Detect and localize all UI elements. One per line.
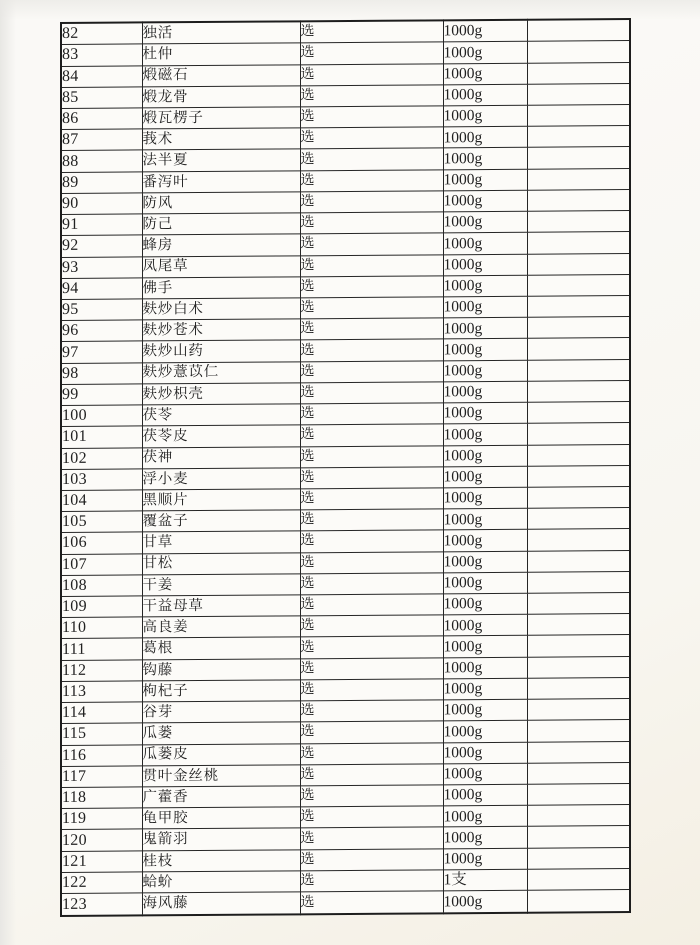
row-number-cell: 119 <box>61 808 142 830</box>
row-number-cell: 92 <box>61 235 142 257</box>
row-number-cell: 83 <box>61 44 142 66</box>
row-number-cell: 121 <box>61 851 142 873</box>
quantity-cell: 1000g <box>443 827 527 849</box>
medicine-name-cell: 法半夏 <box>142 149 300 171</box>
grade-cell: 选 <box>300 127 443 149</box>
medicine-name-cell: 瓜蒌 <box>142 722 300 744</box>
medicine-name-cell: 黑顺片 <box>142 489 300 511</box>
quantity-cell: 1000g <box>443 42 527 64</box>
row-number-cell: 96 <box>61 320 142 342</box>
medicine-name-cell: 海风藤 <box>142 892 300 916</box>
medicine-name-cell: 莪术 <box>142 128 300 150</box>
quantity-cell: 1000g <box>443 678 527 700</box>
row-number-cell: 113 <box>61 681 142 703</box>
row-number-cell: 88 <box>61 150 142 172</box>
medicine-name-cell: 浮小麦 <box>142 468 300 490</box>
medicine-name-cell: 广藿香 <box>142 786 300 808</box>
note-cell <box>527 295 630 317</box>
quantity-cell: 1000g <box>443 721 527 743</box>
quantity-cell: 1000g <box>443 211 527 233</box>
row-number-cell: 105 <box>61 511 142 533</box>
note-cell <box>527 784 630 806</box>
grade-cell: 选 <box>300 403 443 425</box>
row-number-cell: 108 <box>61 575 142 597</box>
quantity-cell: 1000g <box>443 148 527 170</box>
grade-cell: 选 <box>300 551 443 573</box>
row-number-cell: 110 <box>61 617 142 639</box>
grade-cell: 选 <box>300 870 443 892</box>
medicine-name-cell: 桂枝 <box>142 849 300 871</box>
grade-cell: 选 <box>300 169 443 191</box>
note-cell <box>527 83 630 105</box>
grade-cell: 选 <box>300 785 443 807</box>
medicine-name-cell: 枸杞子 <box>142 680 300 702</box>
medicine-name-cell: 茯神 <box>142 446 300 468</box>
medicine-table-region <box>60 18 631 917</box>
grade-cell: 选 <box>300 742 443 764</box>
grade-cell: 选 <box>300 467 443 489</box>
medicine-name-cell: 麸炒枳壳 <box>142 383 300 405</box>
note-cell <box>527 317 630 339</box>
note-cell <box>527 699 630 721</box>
grade-cell: 选 <box>300 891 443 914</box>
grade-cell: 选 <box>300 106 443 128</box>
row-number-cell: 104 <box>61 490 142 512</box>
quantity-cell: 1000g <box>443 890 527 913</box>
quantity-cell: 1000g <box>443 20 527 42</box>
grade-cell: 选 <box>300 615 443 637</box>
medicine-name-cell: 麸炒白术 <box>142 298 300 320</box>
row-number-cell: 116 <box>61 744 142 766</box>
medicine-name-cell: 干姜 <box>142 574 300 596</box>
quantity-cell: 1000g <box>443 126 527 148</box>
quantity-cell: 1000g <box>443 805 527 827</box>
note-cell <box>527 147 630 169</box>
note-cell <box>527 253 630 275</box>
medicine-name-cell: 凤尾草 <box>142 255 300 277</box>
grade-cell: 选 <box>300 530 443 552</box>
row-number-cell: 120 <box>61 829 142 851</box>
medicine-name-cell: 龟甲胶 <box>142 807 300 829</box>
medicine-name-cell: 葛根 <box>142 637 300 659</box>
grade-cell: 选 <box>300 276 443 298</box>
row-number-cell: 123 <box>61 893 142 916</box>
quantity-cell: 1000g <box>443 339 527 361</box>
quantity-cell: 1支 <box>443 869 527 891</box>
grade-cell: 选 <box>300 382 443 404</box>
quantity-cell: 1000g <box>443 742 527 764</box>
note-cell <box>527 720 630 742</box>
row-number-cell: 94 <box>61 278 142 300</box>
medicine-name-cell: 蛤蚧 <box>142 871 300 893</box>
note-cell <box>527 62 630 84</box>
row-number-cell: 122 <box>61 872 142 894</box>
grade-cell: 选 <box>300 254 443 276</box>
grade-cell: 选 <box>300 233 443 255</box>
medicine-name-cell: 麸炒薏苡仁 <box>142 361 300 383</box>
medicine-name-cell: 麸炒山药 <box>142 340 300 362</box>
table-body <box>61 19 630 916</box>
medicine-name-cell: 瓜蒌皮 <box>142 743 300 765</box>
quantity-cell: 1000g <box>443 636 527 658</box>
row-number-cell: 101 <box>61 426 142 448</box>
grade-cell: 选 <box>300 318 443 340</box>
row-number-cell: 97 <box>61 341 142 363</box>
row-number-cell: 106 <box>61 532 142 554</box>
grade-cell: 选 <box>300 212 443 234</box>
grade-cell: 选 <box>300 700 443 722</box>
note-cell <box>527 105 630 127</box>
note-cell <box>527 868 630 890</box>
grade-cell: 选 <box>300 20 443 43</box>
grade-cell: 选 <box>300 488 443 510</box>
grade-cell: 选 <box>300 658 443 680</box>
row-number-cell: 82 <box>61 22 142 44</box>
row-number-cell: 95 <box>61 299 142 321</box>
quantity-cell: 1000g <box>443 233 527 255</box>
grade-cell: 选 <box>300 424 443 446</box>
note-cell <box>527 677 630 699</box>
note-cell <box>527 508 630 530</box>
row-number-cell: 84 <box>61 65 142 87</box>
medicine-name-cell: 钩藤 <box>142 659 300 681</box>
note-cell <box>527 232 630 254</box>
note-cell <box>527 656 630 678</box>
quantity-cell: 1000g <box>443 63 527 85</box>
note-cell <box>527 593 630 615</box>
note-cell <box>527 423 630 445</box>
quantity-cell: 1000g <box>443 445 527 467</box>
medicine-table <box>60 18 631 917</box>
grade-cell: 选 <box>300 764 443 786</box>
medicine-name-cell: 贯叶金丝桃 <box>142 765 300 787</box>
note-cell <box>527 762 630 784</box>
grade-cell: 选 <box>300 679 443 701</box>
note-cell <box>527 402 630 424</box>
quantity-cell: 1000g <box>443 572 527 594</box>
quantity-cell: 1000g <box>443 84 527 106</box>
note-cell <box>527 126 630 148</box>
medicine-name-cell: 茯苓皮 <box>142 425 300 447</box>
quantity-cell: 1000g <box>443 530 527 552</box>
quantity-cell: 1000g <box>443 275 527 297</box>
grade-cell: 选 <box>300 721 443 743</box>
row-number-cell: 107 <box>61 554 142 576</box>
row-number-cell: 118 <box>61 787 142 809</box>
note-cell <box>527 529 630 551</box>
row-number-cell: 114 <box>61 702 142 724</box>
quantity-cell: 1000g <box>443 169 527 191</box>
quantity-cell: 1000g <box>443 784 527 806</box>
row-number-cell: 109 <box>61 596 142 618</box>
grade-cell: 选 <box>300 827 443 849</box>
note-cell <box>527 211 630 233</box>
quantity-cell: 1000g <box>443 593 527 615</box>
row-number-cell: 89 <box>61 172 142 194</box>
grade-cell: 选 <box>300 85 443 107</box>
medicine-name-cell: 覆盆子 <box>142 510 300 532</box>
row-number-cell: 117 <box>61 766 142 788</box>
quantity-cell: 1000g <box>443 105 527 127</box>
note-cell <box>527 847 630 869</box>
note-cell <box>527 805 630 827</box>
note-cell <box>527 189 630 211</box>
note-cell <box>527 274 630 296</box>
medicine-name-cell: 蜂房 <box>142 234 300 256</box>
row-number-cell: 85 <box>61 87 142 109</box>
medicine-name-cell: 麸炒苍术 <box>142 319 300 341</box>
grade-cell: 选 <box>300 148 443 170</box>
quantity-cell: 1000g <box>443 551 527 573</box>
row-number-cell: 86 <box>61 108 142 130</box>
note-cell <box>527 635 630 657</box>
medicine-name-cell: 番泻叶 <box>142 170 300 192</box>
quantity-cell: 1000g <box>443 190 527 212</box>
grade-cell: 选 <box>300 445 443 467</box>
note-cell <box>527 826 630 848</box>
note-cell <box>527 19 630 42</box>
quantity-cell: 1000g <box>443 360 527 382</box>
medicine-name-cell: 甘松 <box>142 552 300 574</box>
quantity-cell: 1000g <box>443 614 527 636</box>
note-cell <box>527 380 630 402</box>
medicine-name-cell: 高良姜 <box>142 616 300 638</box>
quantity-cell: 1000g <box>443 508 527 530</box>
medicine-name-cell: 煅瓦楞子 <box>142 107 300 129</box>
quantity-cell: 1000g <box>443 402 527 424</box>
quantity-cell: 1000g <box>443 763 527 785</box>
quantity-cell: 1000g <box>443 699 527 721</box>
note-cell <box>527 338 630 360</box>
grade-cell: 选 <box>300 191 443 213</box>
grade-cell: 选 <box>300 573 443 595</box>
grade-cell: 选 <box>300 297 443 319</box>
row-number-cell: 103 <box>61 469 142 491</box>
quantity-cell: 1000g <box>443 296 527 318</box>
grade-cell: 选 <box>300 360 443 382</box>
row-number-cell: 111 <box>61 638 142 660</box>
note-cell <box>527 444 630 466</box>
row-number-cell: 93 <box>61 256 142 278</box>
grade-cell: 选 <box>300 848 443 870</box>
row-number-cell: 100 <box>61 405 142 427</box>
medicine-name-cell: 煅磁石 <box>142 64 300 86</box>
note-cell <box>527 550 630 572</box>
grade-cell: 选 <box>300 806 443 828</box>
table-row <box>61 890 630 916</box>
note-cell <box>527 571 630 593</box>
row-number-cell: 115 <box>61 723 142 745</box>
row-number-cell: 99 <box>61 384 142 406</box>
grade-cell: 选 <box>300 509 443 531</box>
medicine-name-cell: 杜仲 <box>142 43 300 65</box>
row-number-cell: 91 <box>61 214 142 236</box>
note-cell <box>527 359 630 381</box>
row-number-cell: 87 <box>61 129 142 151</box>
quantity-cell: 1000g <box>443 424 527 446</box>
medicine-name-cell: 甘草 <box>142 531 300 553</box>
quantity-cell: 1000g <box>443 487 527 509</box>
note-cell <box>527 890 630 913</box>
medicine-name-cell: 煅龙骨 <box>142 86 300 108</box>
note-cell <box>527 168 630 190</box>
note-cell <box>527 41 630 63</box>
quantity-cell: 1000g <box>443 381 527 403</box>
grade-cell: 选 <box>300 42 443 64</box>
medicine-name-cell: 茯苓 <box>142 404 300 426</box>
quantity-cell: 1000g <box>443 657 527 679</box>
row-number-cell: 112 <box>61 660 142 682</box>
grade-cell: 选 <box>300 636 443 658</box>
quantity-cell: 1000g <box>443 466 527 488</box>
row-number-cell: 98 <box>61 363 142 385</box>
medicine-name-cell: 干益母草 <box>142 595 300 617</box>
row-number-cell: 90 <box>61 193 142 215</box>
quantity-cell: 1000g <box>443 254 527 276</box>
medicine-name-cell: 谷芽 <box>142 701 300 723</box>
quantity-cell: 1000g <box>443 317 527 339</box>
row-number-cell: 102 <box>61 447 142 469</box>
medicine-name-cell: 防风 <box>142 192 300 214</box>
grade-cell: 选 <box>300 594 443 616</box>
medicine-name-cell: 鬼箭羽 <box>142 828 300 850</box>
medicine-name-cell: 佛手 <box>142 277 300 299</box>
note-cell <box>527 614 630 636</box>
note-cell <box>527 741 630 763</box>
note-cell <box>527 486 630 508</box>
grade-cell: 选 <box>300 63 443 85</box>
medicine-name-cell: 防己 <box>142 213 300 235</box>
grade-cell: 选 <box>300 339 443 361</box>
medicine-name-cell: 独活 <box>142 21 300 44</box>
quantity-cell: 1000g <box>443 848 527 870</box>
note-cell <box>527 465 630 487</box>
